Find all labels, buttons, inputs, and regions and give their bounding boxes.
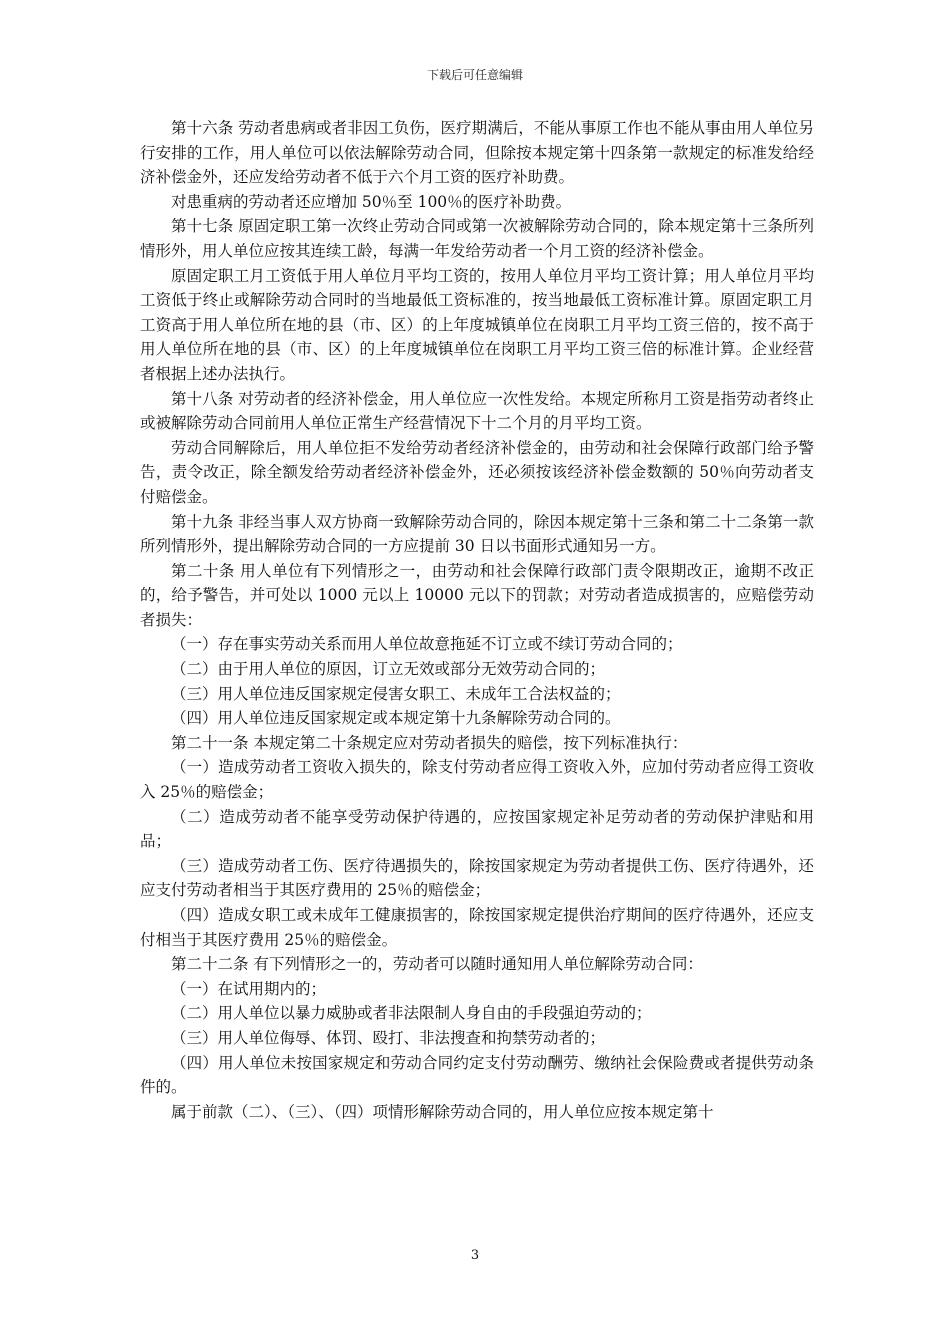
paragraph: 第二十一条 本规定第二十条规定应对劳动者损失的赔偿，按下列标准执行： bbox=[171, 733, 688, 752]
paragraph: 第十六条 劳动者患病或者非因工负伤，医疗期满后，不能从事原工作也不能从事由用人单位另行安排的工作，用人单位可以依法解除劳动合同，但除按本规定第十四条第一款规定的标准发给经济补偿金外，还应发给劳动者不低于六个月工资的医疗补助费。 bbox=[140, 119, 814, 187]
document-body bbox=[140, 116, 814, 1124]
list-item: （四）造成女职工或未成年工健康损害的，除按国家规定提供治疗期间的医疗待遇外，还应支付相当于其医疗费用 25％的赔偿金。 bbox=[140, 906, 814, 949]
paragraph: 第十九条 非经当事人双方协商一致解除劳动合同的，除因本规定第十三条和第二十二条第一款所列情形外，提出解除劳动合同的一方应提前 30 日以书面形式通知另一方。 bbox=[140, 512, 814, 556]
paragraph: 对患重病的劳动者还应增加 50％至 100％的医疗补助费。 bbox=[171, 192, 572, 211]
list-item: （四）用人单位未按国家规定和劳动合同约定支付劳动酬劳、缴纳社会保险费或者提供劳动条件的。 bbox=[140, 1053, 814, 1097]
page-header: 下载后可任意编辑 bbox=[426, 68, 523, 82]
paragraph: 原固定职工月工资低于用人单位月平均工资的，按用人单位月平均工资计算；用人单位月平均工资低于终止或解除劳动合同时的当地最低工资标准的，按当地最低工资标准计算。原固定职工月工资高于用人单位所在地的县（市、区）的上年度城镇单位在岗职工月平均工资三倍的，按不高于用人单位所在地的县（市、区）的上年度城镇单位在岗职工月平均工资三倍的标准计算。企业经营者根据上述办法执行。 bbox=[140, 266, 814, 383]
paragraph: 第十八条 对劳动者的经济补偿金，用人单位应一次性发给。本规定所称月工资是指劳动者终止或被解除劳动合同前用人单位正常生产经营情况下十二个月的月平均工资。 bbox=[140, 389, 814, 433]
list-item: （三）造成劳动者工伤、医疗待遇损失的，除按国家规定为劳动者提供工伤、医疗待遇外，还应支付劳动者相当于其医疗费用的 25％的赔偿金； bbox=[140, 856, 814, 900]
paragraph: 劳动合同解除后，用人单位拒不发给劳动者经济补偿金的，由劳动和社会保障行政部门给予警告，责令改正，除全额发给劳动者经济补偿金外，还必须按该经济补偿金数额的 50％向劳动者支付赔偿金。 bbox=[140, 438, 814, 506]
list-item: （三）用人单位侮辱、体罚、殴打、非法搜查和拘禁劳动者的； bbox=[171, 1028, 606, 1047]
paragraph: 第十七条 原固定职工第一次终止劳动合同或第一次被解除劳动合同的，除本规定第十三条所列情形外，用人单位应按其连续工龄，每满一年发给劳动者一个月工资的经济补偿金。 bbox=[140, 217, 814, 260]
list-item: （一）在试用期内的； bbox=[171, 979, 327, 998]
list-item: （二）用人单位以暴力威胁或者非法限制人身自由的手段强迫劳动的； bbox=[171, 1004, 652, 1023]
list-item: （二）造成劳动者不能享受劳动保护待遇的，应按国家规定补足劳动者的劳动保护津贴和用品； bbox=[140, 807, 814, 851]
list-item: （一）存在事实劳动关系而用人单位故意拖延不订立或不续订劳动合同的； bbox=[171, 635, 683, 654]
page-number: 3 bbox=[470, 1248, 480, 1263]
list-item: （一）造成劳动者工资收入损失的，除支付劳动者应得工资收入外，应加付劳动者应得工资收入 25％的赔偿金； bbox=[140, 758, 814, 802]
list-item: （四）用人单位违反国家规定或本规定第十九条解除劳动合同的。 bbox=[171, 709, 621, 728]
paragraph: 第二十条 用人单位有下列情形之一，由劳动和社会保障行政部门责令限期改正，逾期不改正的，给予警告，并可处以 1000 元以上 10000 元以下的罚款；对劳动者造成损害的，应赔偿劳动者损失： bbox=[140, 561, 814, 629]
paragraph: 属于前款（二）、（三）、（四）项情形解除劳动合同的，用人单位应按本规定第十 bbox=[171, 1102, 714, 1121]
paragraph: 第二十二条 有下列情形之一的，劳动者可以随时通知用人单位解除劳动合同： bbox=[171, 955, 703, 974]
list-item: （三）用人单位违反国家规定侵害女职工、未成年工合法权益的； bbox=[171, 684, 621, 703]
list-item: （二）由于用人单位的原因，订立无效或部分无效劳动合同的； bbox=[171, 660, 606, 679]
